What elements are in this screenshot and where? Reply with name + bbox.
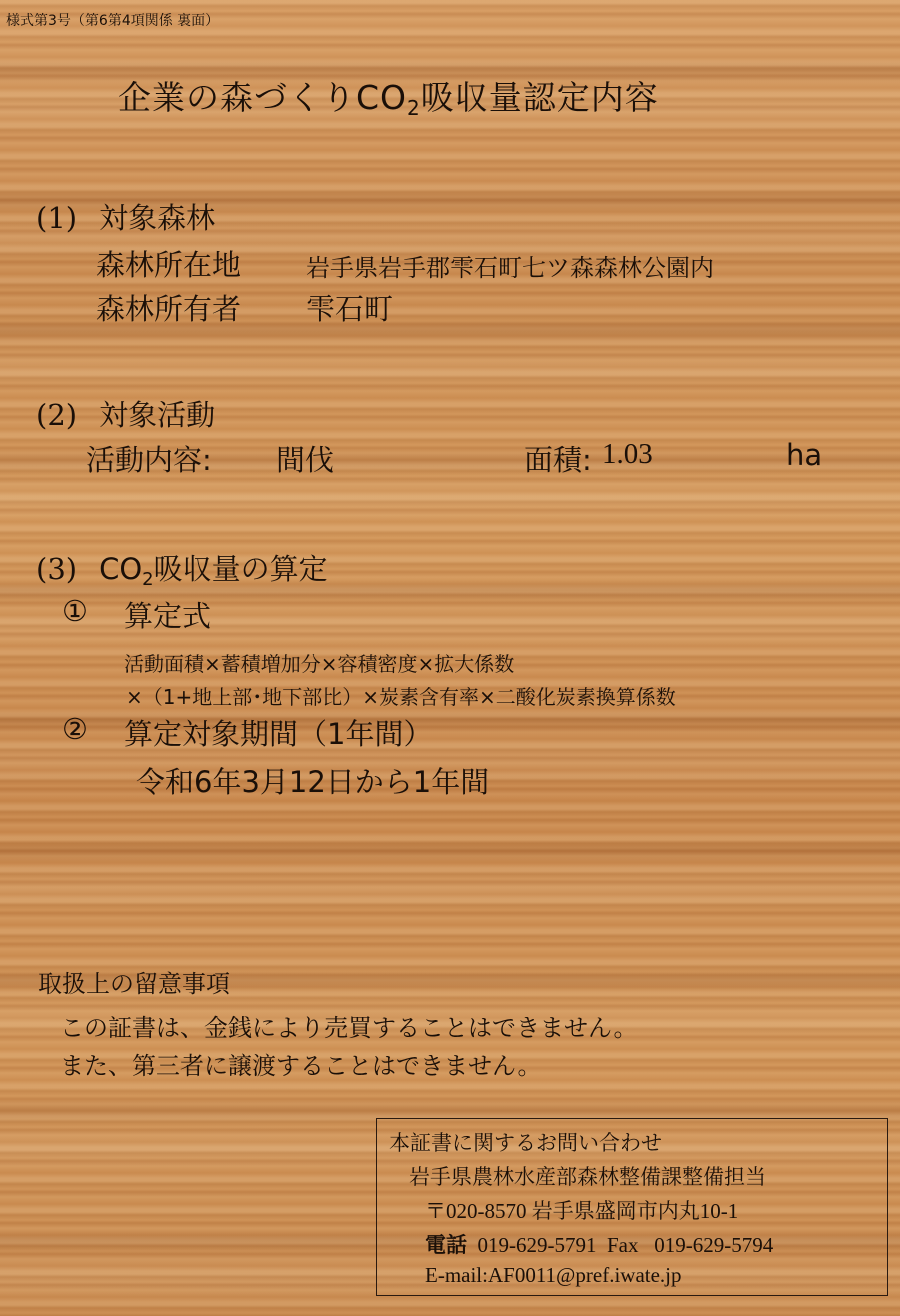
forest-location-value: 岩手県岩手郡雫石町七ツ森森林公園内	[306, 254, 714, 282]
title-text-pre: 企業の森づくりCO	[118, 78, 408, 117]
activity-value: 間伐	[276, 443, 335, 477]
notes-line-1: この証書は、金銭により売買することはできません。	[60, 1014, 638, 1042]
section2-number: (2)	[36, 398, 78, 432]
activity-label: 活動内容:	[86, 443, 212, 477]
contact-email[interactable]: E-mail:AF0011@pref.iwate.jp	[425, 1263, 682, 1287]
area-value: 1.03	[602, 438, 653, 470]
fax-number: 019-629-5794	[654, 1233, 774, 1257]
contact-address: 〒020-8570 岩手県盛岡市内丸10-1	[425, 1199, 739, 1223]
notes-line-2: また、第三者に譲渡することはできません。	[60, 1052, 542, 1080]
contact-box	[376, 1118, 888, 1296]
forest-owner-label: 森林所有者	[96, 292, 242, 326]
contact-department: 岩手県農林水産部森林整備課整備担当	[409, 1165, 766, 1189]
forest-location-label: 森林所在地	[96, 248, 242, 282]
contact-heading: 本証書に関するお問い合わせ	[389, 1131, 662, 1155]
phone-label: 電話	[425, 1233, 467, 1257]
section1-title: 対象森林	[99, 201, 216, 235]
contact-phone-fax	[425, 1229, 773, 1259]
section3-title-pre: CO	[99, 552, 143, 586]
notes-heading: 取扱上の留意事項	[38, 970, 230, 998]
section3-title-post: 吸収量の算定	[153, 552, 328, 586]
period-value: 令和6年3月12日から1年間	[136, 765, 490, 799]
section2-title: 対象活動	[99, 398, 216, 432]
item2-marker: ②	[62, 712, 88, 746]
section1-number: (1)	[36, 201, 78, 235]
section3-title-subscript: 2	[142, 569, 154, 590]
item1-marker: ①	[62, 594, 88, 628]
section3-heading	[36, 547, 328, 590]
section2-heading	[36, 393, 215, 434]
area-label: 面積:	[524, 443, 592, 477]
fax-label: Fax	[607, 1233, 639, 1257]
formula-line-2: ×（1+地上部･地下部比）×炭素含有率×二酸化炭素換算係数	[126, 685, 676, 709]
form-number: 様式第3号（第6第4項関係 裏面）	[6, 13, 220, 29]
title-text-post: 吸収量認定内容	[420, 78, 659, 117]
formula-line-1: 活動面積×蓄積増加分×容積密度×拡大係数	[124, 652, 515, 676]
section3-number: (3)	[36, 552, 78, 586]
page-title	[118, 72, 659, 120]
area-unit: ha	[786, 438, 823, 472]
phone-number: 019-629-5791	[477, 1233, 597, 1257]
forest-owner-value: 雫石町	[306, 292, 394, 326]
item2-label: 算定対象期間（1年間）	[124, 717, 433, 751]
section1-heading	[36, 196, 215, 237]
item1-label: 算定式	[124, 599, 212, 633]
title-subscript: 2	[407, 96, 421, 120]
